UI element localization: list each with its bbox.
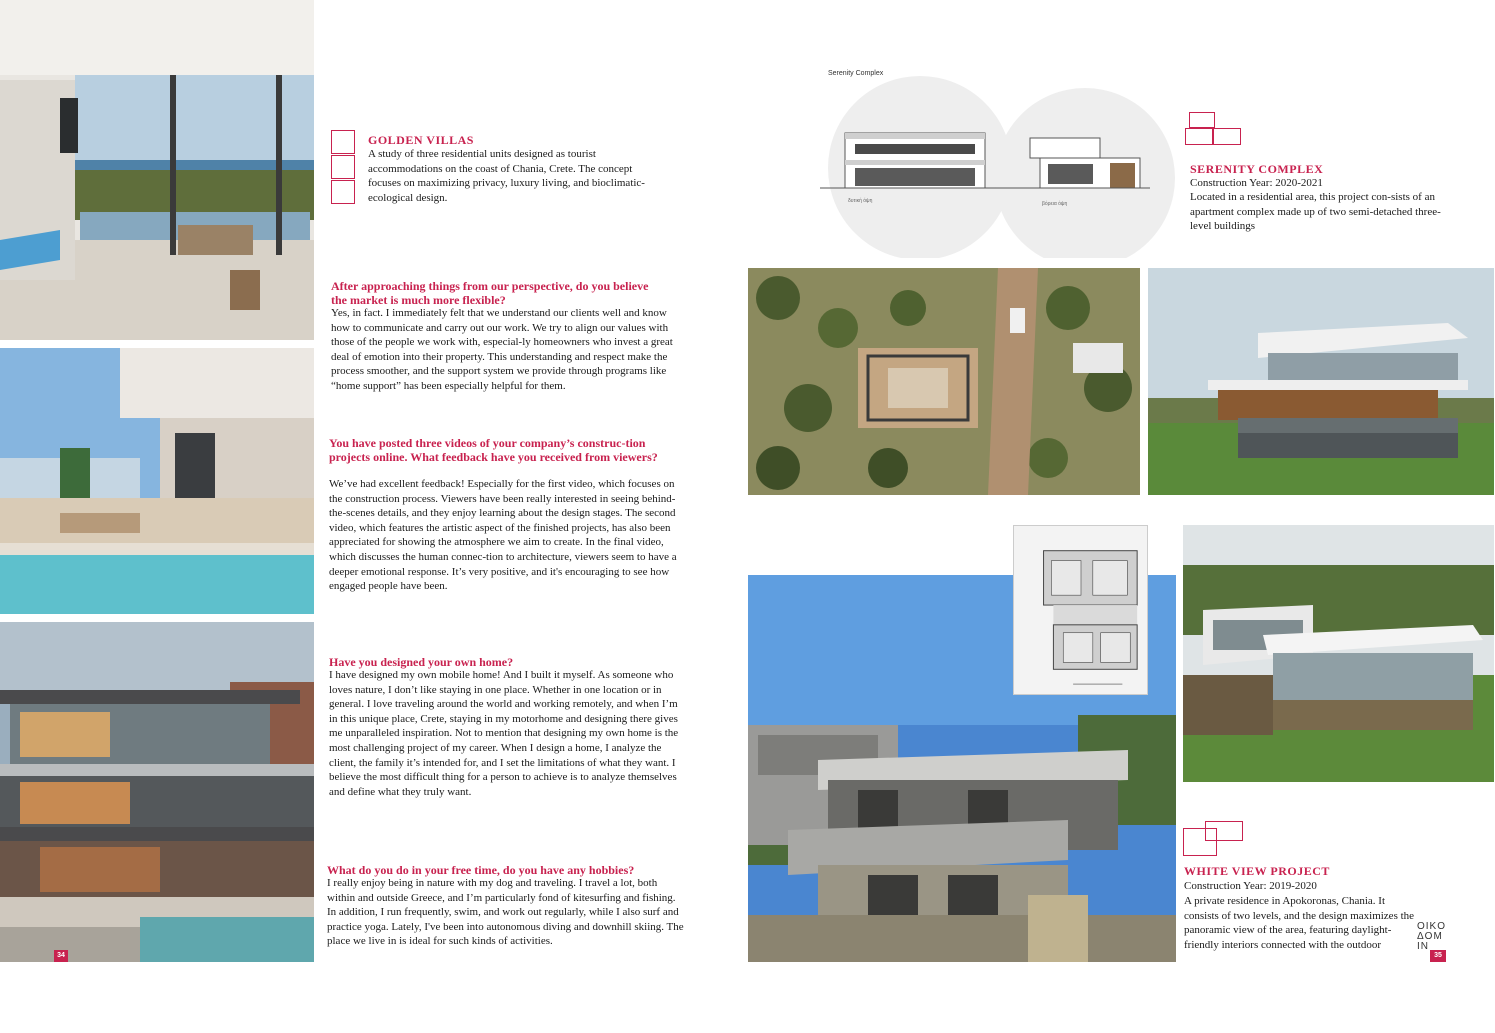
white-view-year: Construction Year: 2019-2020: [1184, 880, 1317, 892]
serenity-year: Construction Year: 2020-2021: [1190, 177, 1323, 189]
decor-square-3: [331, 180, 355, 204]
white-view-floor-plan: [1013, 525, 1148, 695]
answer-videos: We’ve had excellent feedback! Especially for the first video, which focuses on the construction process. Viewers have been really interested in seeing behind-the-scenes details, and they enjoy learning about the design stages. The second video, which features the artistic aspect of the finished projects, has also been appreciated for showing the atmosphere we aim to create. In the final video, which discusses the human connec-tion to architecture, viewers seem to have a deeper emotional response. It’s very positive, and it's encouraging to see how engaged people have been.: [329, 478, 677, 593]
answer-hobbies: I really enjoy being in nature with my dog and traveling. I travel a lot, both within and outside Greece, and I’m particularly fond of kitesurfing and fishing. In addition, I run frequently, swim, and work out regularly, while I also surf and practice yoga. Lately, I've been into autonomous diving and downhill skiing. The place we live in is ideal for such kinds of activities.: [327, 877, 684, 948]
question-videos: You have posted three videos of your company’s construc-tion projects online. What feedback have you received from viewers?: [329, 436, 658, 464]
golden-villas-exterior-photo: [0, 622, 314, 962]
page-number-right: 35: [1430, 950, 1446, 962]
golden-villas-title: GOLDEN VILLAS: [368, 133, 474, 147]
decor-square-4: [1189, 112, 1215, 128]
drawing-label: Serenity Complex: [828, 70, 884, 77]
serenity-elevation-drawing: [820, 68, 1182, 258]
magazine-logo: [1417, 922, 1446, 952]
white-view-render-photo: [1183, 525, 1494, 782]
decor-square-8: [1183, 828, 1217, 856]
logo-line-1: OIKO: [1417, 921, 1447, 932]
elevation-west-caption: δυτική όψη: [848, 198, 873, 204]
serenity-aerial-construction-photo: [748, 268, 1140, 495]
serenity-render-photo: [1148, 268, 1494, 495]
decor-square-2: [331, 155, 355, 179]
question-market: After approaching things from our perspective, do you believe the market is much more flexible?: [331, 279, 649, 307]
page-number-left: 34: [54, 950, 68, 962]
golden-villas-pool-terrace-photo: [0, 348, 314, 614]
answer-own-home: I have designed my own mobile home! And I built it myself. As someone who loves nature, I don’t like staying in one place. Whether in one location or in general. I love traveling around the world and working remotely, and when I’m in this unique place, Crete, staying in my motorhome and designing there gives me unparalleled inspiration. Not to mention that designing my own home is the most challenging project of my career. When I design a home, I analyze the client, the family it’s intended for, and I set the limitations of what they want. I believe the most difficult thing for a person to achieve is to analyze themselves and define what they truly want.: [329, 669, 679, 798]
white-view-title: WHITE VIEW PROJECT: [1184, 864, 1330, 878]
logo-line-3: IN: [1417, 941, 1429, 952]
serenity-title: SERENITY COMPLEX: [1190, 162, 1324, 176]
question-hobbies: What do you do in your free time, do you have any hobbies?: [327, 863, 635, 877]
decor-square-5: [1185, 128, 1213, 145]
question-own-home: Have you designed your own home?: [329, 655, 514, 669]
golden-villas-interior-photo: [0, 0, 314, 340]
logo-line-2: ΔOM: [1417, 931, 1443, 942]
answer-market: Yes, in fact. I immediately felt that we understand our clients well and know how to communicate and carry out our work. We try to align our values with those of the people we work with, especial-ly homeowners who invest a great deal of emotion into their property. This understanding and respect make the process smoother, and the support system we provide through programs like “home support” has been especially helpful for them.: [331, 307, 673, 392]
golden-villas-description: A study of three residential units designed as tourist accommodations on the coast of Chania, Crete. The concept focuses on maximizing privacy, luxury living, and bioclimatic-ecological design.: [368, 148, 645, 204]
white-view-description: A private residence in Apokoronas, Chania. It consists of two levels, and the design maximizes the panoramic view of the area, featuring daylight-friendly interiors connected with the outdoor: [1184, 895, 1415, 951]
decor-square-6: [1213, 128, 1241, 145]
elevation-north-caption: βόρεια όψη: [1042, 201, 1068, 207]
serenity-description: Located in a residential area, this project con-sists of an apartment complex made up of two semi-detached three-level buildings: [1190, 191, 1441, 233]
decor-square-1: [331, 130, 355, 154]
